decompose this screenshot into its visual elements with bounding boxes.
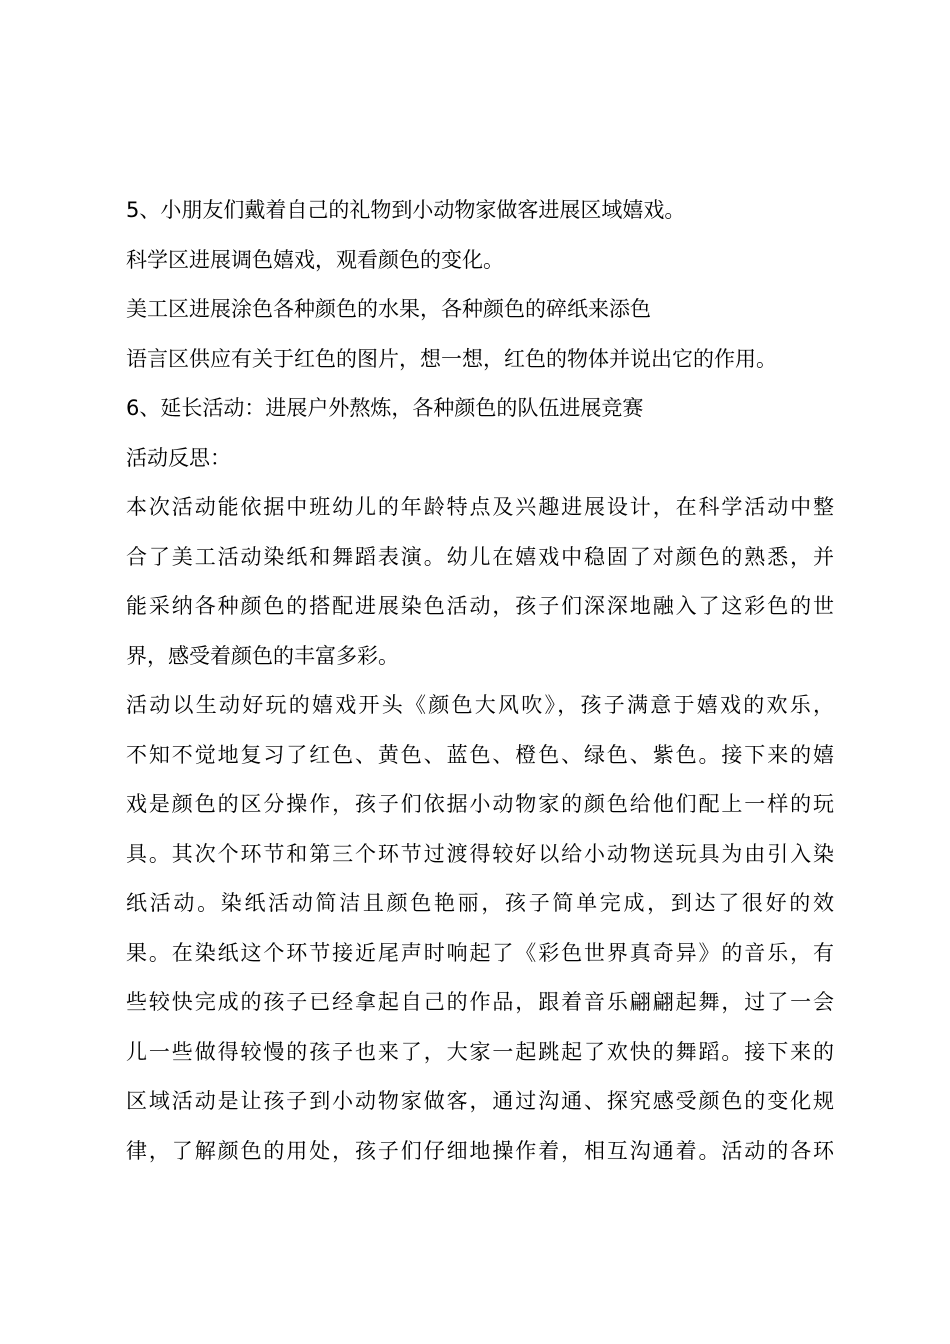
text-line: 合了美工活动染纸和舞蹈表演。幼儿在嬉戏中稳固了对颜色的熟悉，并 — [126, 544, 834, 569]
text-line: 活动以生动好玩的嬉戏开头《颜色大风吹》，孩子满意于嬉戏的欢乐， — [126, 693, 834, 717]
text-line: 科学区进展调色嬉戏，观看颜色的变化。 — [126, 247, 504, 272]
text-line: 本次活动能依据中班幼儿的年龄特点及兴趣进展设计，在科学活动中整 — [126, 495, 834, 519]
text-line: 些较快完成的孩子已经拿起自己的作品，跟着音乐翩翩起舞，过了一会 — [126, 990, 834, 1014]
text-line: 律，了解颜色的用处，孩子们仔细地操作着，相互沟通着。活动的各环 — [126, 1138, 834, 1163]
text-line: 5、小朋友们戴着自己的礼物到小动物家做客进展区域嬉戏。 — [126, 198, 686, 222]
text-line: 美工区进展涂色各种颜色的水果，各种颜色的碎纸来添色 — [126, 297, 651, 321]
text-line: 6、延长活动：进展户外熬炼，各种颜色的队伍进展竞赛 — [126, 396, 644, 420]
text-line: 戏是颜色的区分操作，孩子们依据小动物家的颜色给他们配上一样的玩 — [126, 792, 834, 816]
document-body — [126, 186, 834, 1176]
text-line: 儿一些做得较慢的孩子也来了，大家一起跳起了欢快的舞蹈。接下来的 — [126, 1039, 834, 1064]
text-line: 界，感受着颜色的丰富多彩。 — [126, 643, 399, 668]
text-line: 具。其次个环节和第三个环节过渡得较好以给小动物送玩具为由引入染 — [126, 841, 834, 866]
text-line: 语言区供应有关于红色的图片，想一想，红色的物体并说出它的作用。 — [126, 346, 777, 371]
text-line: 区域活动是让孩子到小动物家做客，通过沟通、探究感受颜色的变化规 — [126, 1089, 834, 1113]
text-line: 果。在染纸这个环节接近尾声时响起了《彩色世界真奇异》的音乐，有 — [126, 940, 834, 965]
text-line: 纸活动。染纸活动简洁且颜色艳丽，孩子简单完成，到达了很好的效 — [126, 891, 834, 915]
text-line: 能采纳各种颜色的搭配进展染色活动，孩子们深深地融入了这彩色的世 — [126, 594, 834, 618]
text-line: 不知不觉地复习了红色、黄色、蓝色、橙色、绿色、紫色。接下来的嬉 — [126, 742, 834, 767]
section-heading: 活动反思： — [126, 445, 231, 470]
